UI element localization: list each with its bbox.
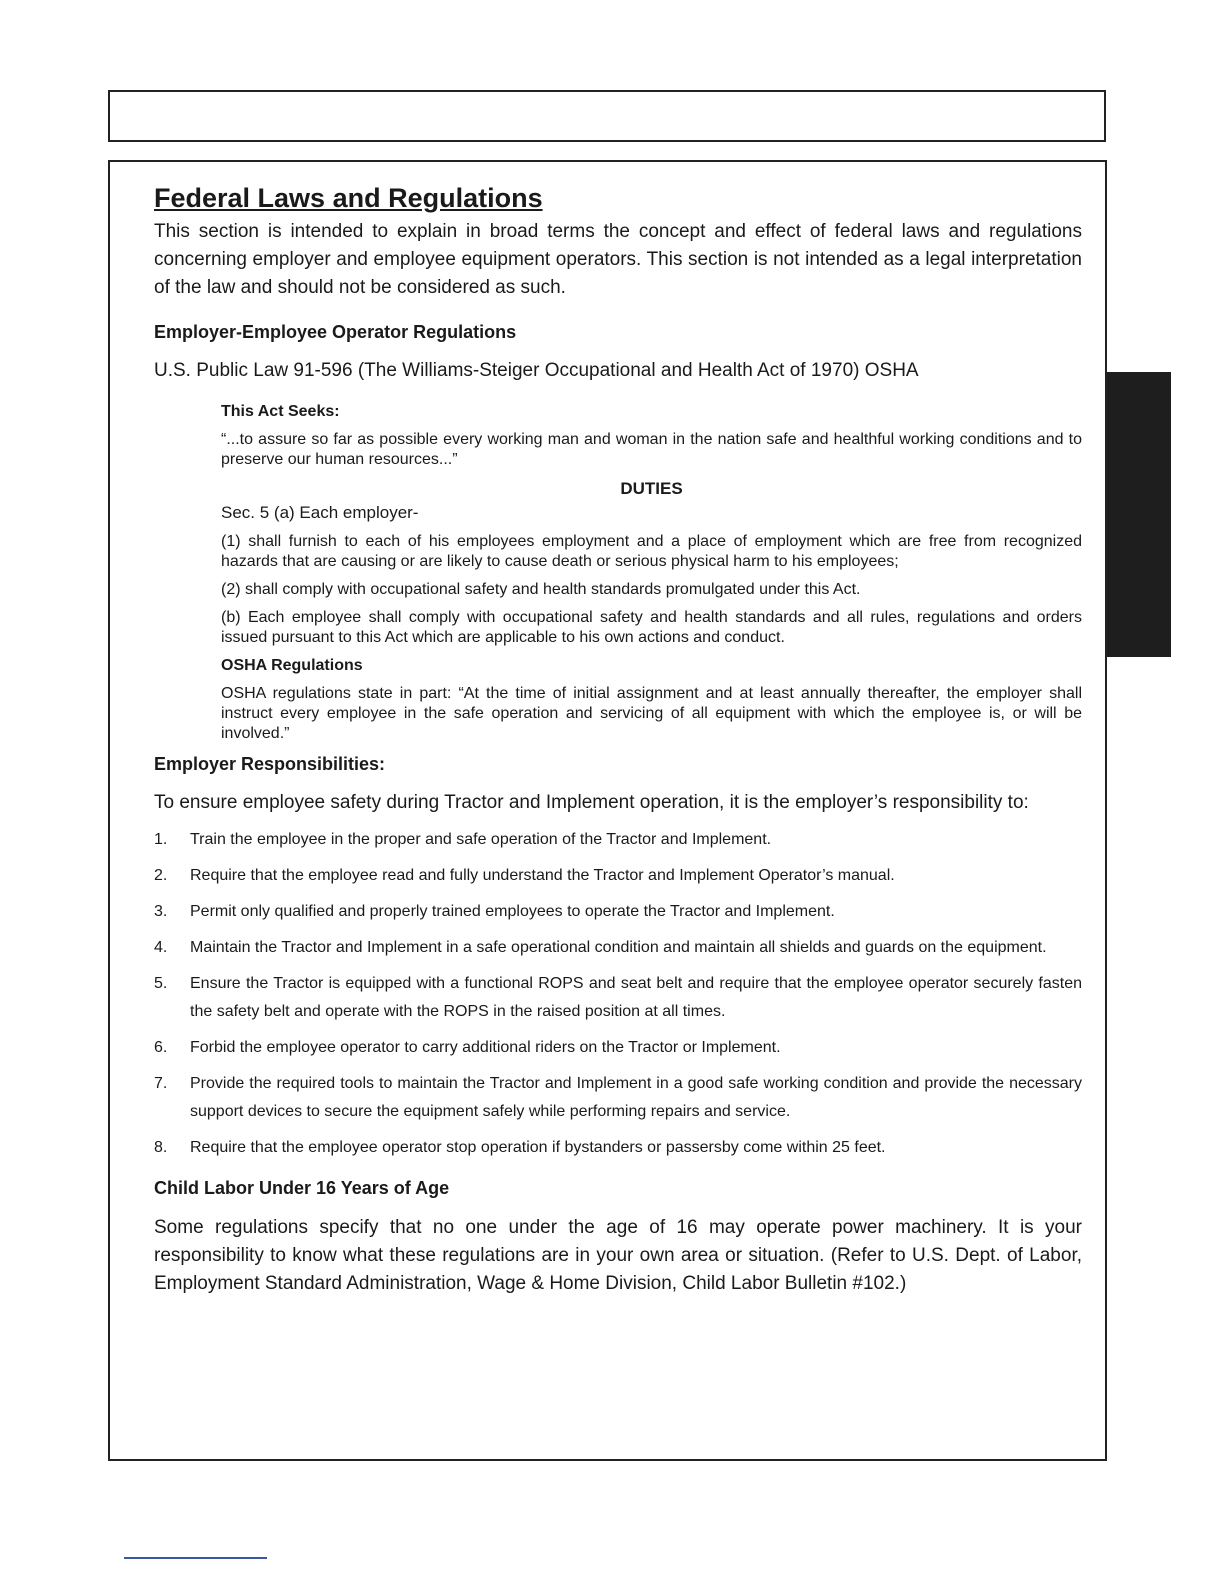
responsibility-list bbox=[154, 826, 1082, 1162]
footer-link-line bbox=[124, 1557, 267, 1559]
intro-paragraph: This section is intended to explain in broad terms the concept and effect of federal laws and regulations concerning employer and employee equipment operators. This section is not intended as a legal interpretation of the law and should not be considered as such. bbox=[154, 221, 1082, 298]
public-law-text: U.S. Public Law 91-596 (The Williams-Steiger Occupational and Health Act of 1970) OSHA bbox=[154, 360, 919, 381]
employer-resp-heading: Employer Responsibilities: bbox=[154, 754, 386, 774]
list-item-number: 2. bbox=[154, 867, 168, 884]
section-side-tab bbox=[1107, 372, 1171, 657]
list-item-text: Ensure the Tractor is equipped with a functional ROPS and seat belt and require that the employee operator securely fasten the safety belt and operate with the ROPS in the raised position at all times. bbox=[190, 975, 1082, 1020]
list-item bbox=[154, 1134, 1082, 1162]
list-item bbox=[154, 1034, 1082, 1062]
list-item bbox=[154, 862, 1082, 890]
list-item bbox=[154, 1070, 1082, 1126]
list-item-text: Train the employee in the proper and safe operation of the Tractor and Implement. bbox=[190, 831, 772, 848]
list-item bbox=[154, 970, 1082, 1026]
content-area bbox=[154, 180, 1082, 1298]
header-box bbox=[108, 90, 1106, 142]
list-item-number: 5. bbox=[154, 975, 168, 992]
list-item-text: Provide the required tools to maintain the Tractor and Implement in a good safe working condition and provide the necessary support devices to secure the equipment safely while performing repairs and service. bbox=[190, 1075, 1082, 1120]
duty-1: (1) shall furnish to each of his employees employment and a place of employment which are free from recognized hazards that are causing or are likely to cause death or serious physical harm to his employees; bbox=[221, 533, 1082, 570]
sec5a-text: Sec. 5 (a) Each employer- bbox=[221, 503, 419, 522]
list-item bbox=[154, 898, 1082, 926]
list-item-text: Forbid the employee operator to carry additional riders on the Tractor or Implement. bbox=[190, 1039, 781, 1056]
list-item-text: Require that the employee read and fully understand the Tractor and Implement Operator’s manual. bbox=[190, 867, 895, 884]
osha-text: OSHA regulations state in part: “At the time of initial assignment and at least annually thereafter, the employer shall instruct every employee in the safe operation and servicing of all equipment with which the employee is, or will be involved.” bbox=[221, 685, 1082, 742]
list-item-text: Require that the employee operator stop operation if bystanders or passersby come within 25 feet. bbox=[190, 1139, 886, 1156]
list-item-text: Permit only qualified and properly trained employees to operate the Tractor and Implement. bbox=[190, 903, 835, 920]
list-item-number: 6. bbox=[154, 1039, 168, 1056]
list-item-number: 4. bbox=[154, 939, 168, 956]
ensure-text: To ensure employee safety during Tractor and Implement operation, it is the employer’s responsibility to: bbox=[154, 792, 1029, 813]
act-seeks-text: “...to assure so far as possible every working man and woman in the nation safe and healthful working conditions and to preserve our human resources...” bbox=[221, 431, 1082, 468]
list-item-number: 8. bbox=[154, 1139, 168, 1156]
act-block bbox=[221, 402, 1082, 744]
list-item-number: 3. bbox=[154, 903, 168, 920]
list-item-number: 7. bbox=[154, 1075, 168, 1092]
duty-2: (2) shall comply with occupational safety and health standards promulgated under this Act. bbox=[221, 581, 861, 598]
osha-heading: OSHA Regulations bbox=[221, 657, 363, 674]
list-item bbox=[154, 826, 1082, 854]
act-seeks-heading: This Act Seeks: bbox=[221, 403, 340, 420]
list-item bbox=[154, 934, 1082, 962]
eeo-heading: Employer-Employee Operator Regulations bbox=[154, 322, 517, 342]
page-title: Federal Laws and Regulations bbox=[154, 183, 543, 213]
list-item-text: Maintain the Tractor and Implement in a safe operational condition and maintain all shields and guards on the equipment. bbox=[190, 939, 1047, 956]
list-item-number: 1. bbox=[154, 831, 168, 848]
duties-heading: DUTIES bbox=[620, 479, 683, 498]
child-labor-text: Some regulations specify that no one under the age of 16 may operate power machinery. It is your responsibility to know what these regulations are in your own area or situation. (Refer to U.S. Dept. of Labor, Employment Standard Administration, Wage & Home Division, Child Labor Bulletin #102.) bbox=[154, 1217, 1082, 1294]
duty-b: (b) Each employee shall comply with occupational safety and health standards and all rules, regulations and orders issued pursuant to this Act which are applicable to his own actions and conduct. bbox=[221, 609, 1082, 646]
child-labor-heading: Child Labor Under 16 Years of Age bbox=[154, 1178, 450, 1198]
